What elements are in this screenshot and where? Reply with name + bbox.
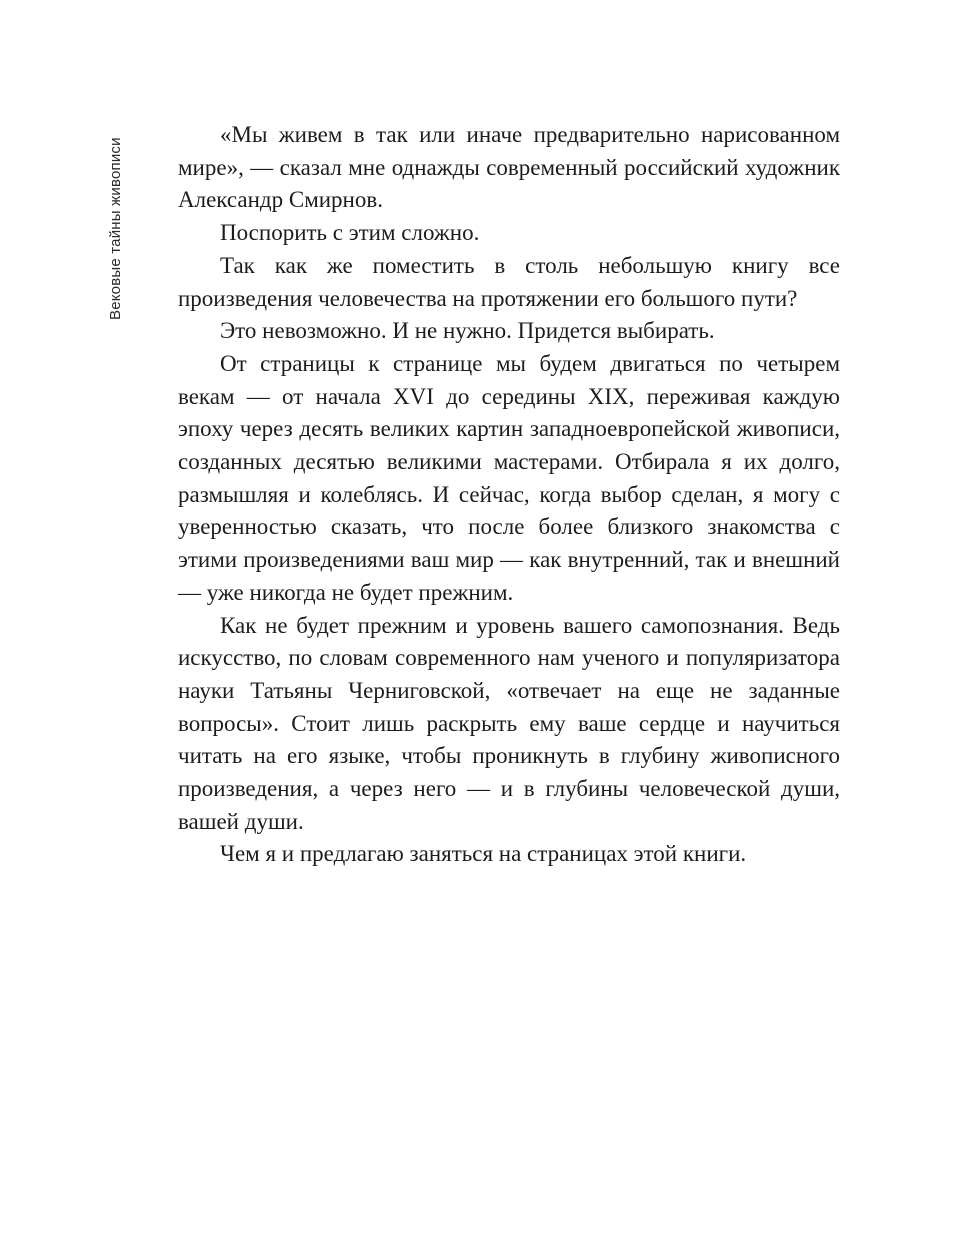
paragraph: Поспорить с этим сложно. [220, 220, 480, 246]
paragraph: «Мы живем в так или иначе предварительно нарисованном мире», — сказал мне однажды современный российский художник Александр Смирнов. [178, 122, 840, 213]
paragraph: От страницы к странице мы будем двигаться по четырем векам — от начала XVI до середины XIX, переживая каждую эпоху через десять великих картин западноевропейской живописи, созданных десятью великими мастерами. Отбирала я их долго, размышляя и колеблясь. И сейчас, когда выбор сделан, я могу с уверенностью сказать, что после более близкого знакомства с этими произведениями ваш мир — как внутренний, так и внешний — уже никогда не будет прежним. [178, 350, 840, 605]
paragraph: Это невозможно. И не нужно. Придется выбирать. [220, 318, 715, 344]
paragraph: Как не будет прежним и уровень вашего самопознания. Ведь искусство, по словам современного нам ученого и популяризатора науки Татьяны Черниговской, «отвечает на еще не заданные вопросы». Стоит лишь раскрыть ему ваше сердце и научиться читать на его языке, чтобы проникнуть в глубину живописного произведения, а через него — и в глубины человеческой души, вашей души. [178, 612, 840, 834]
paragraph: Чем я и предлагаю заняться на страницах этой книги. [220, 841, 747, 867]
body-text [178, 119, 840, 871]
paragraph: Так как же поместить в столь небольшую книгу все произведения человечества на протяжении его большого пути? [178, 252, 840, 311]
running-head: Вековые тайны живописи [107, 137, 124, 320]
